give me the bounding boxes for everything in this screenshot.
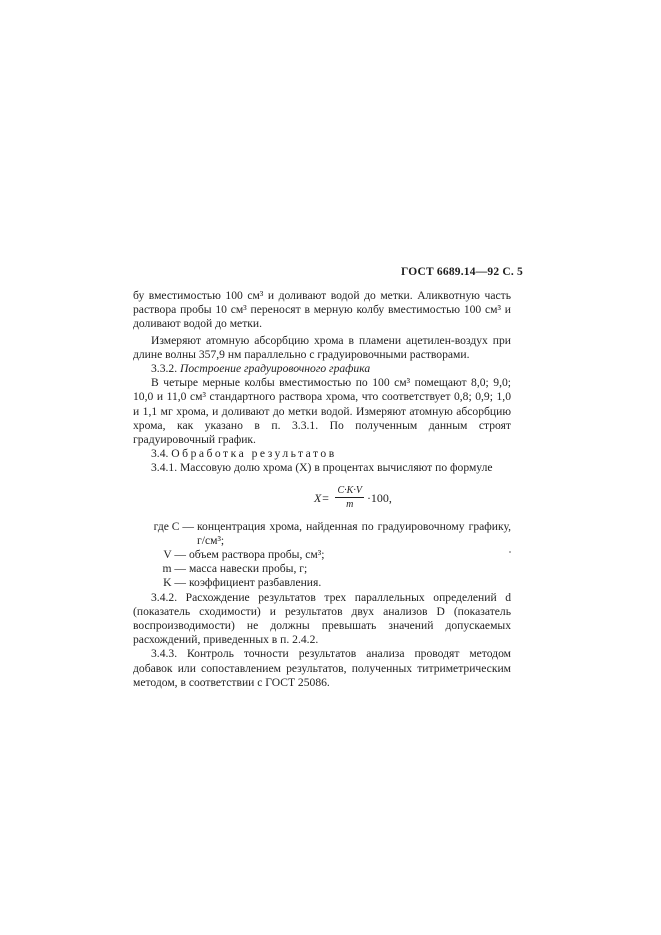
variable-definition: объем раствора пробы, см³; [189, 548, 325, 562]
variable-row [133, 576, 511, 590]
variable-definition: концентрация хрома, найденная по градуировочному графику, г/см³; [197, 519, 511, 547]
paragraph-discrepancy: 3.4.2. Расхождение результатов трех параллельных определений d (показатель сходимости) и результатов двух анализов D (показатель воспроизводимости) не должны превышать значений допускаемых расхождений, приведенных в п. 2.4.2. [133, 590, 511, 647]
formula [195, 478, 511, 518]
variable-symbol: V — [163, 548, 186, 562]
variable-symbol: где C — [153, 519, 194, 533]
variable-definition: коэффициент разбавления. [189, 576, 322, 590]
variable-row [133, 520, 511, 548]
section-heading-3-4 [133, 447, 511, 461]
formula-numerator: C·K·V [337, 485, 362, 497]
variable-symbol: K — [163, 576, 186, 590]
section-number: 3.3.2. [151, 362, 178, 376]
document-body [133, 289, 511, 690]
variable-definition: масса навески пробы, г; [189, 562, 308, 576]
formula-fraction [335, 484, 363, 511]
section-heading-3-3-2 [133, 362, 511, 376]
paragraph-accuracy-control: 3.4.3. Контроль точности результатов анализа проводят методом добавок или сопоставлением результатов, полученных титриметрическим методом, в соответствии с ГОСТ 25086. [133, 647, 511, 689]
paragraph-formula-intro: 3.4.1. Массовую долю хрома (X) в процентах вычисляют по формуле [151, 461, 493, 475]
section-title: Построение градуировочного графика [180, 362, 371, 376]
formula-rhs: ·100, [366, 490, 392, 505]
paragraph-measurement: Измеряют атомную абсорбцию хрома в пламени ацетилен-воздух при длине волны 357,9 нм параллельно с градуировочными растворами. [133, 333, 511, 361]
section-number: 3.4. [151, 447, 169, 461]
scan-speck [509, 551, 511, 553]
paragraph-continuation: бу вместимостью 100 см³ и доливают водой до метки. Аликвотную часть раствора пробы 10 см³ переносят в мерную колбу вместимостью 100 см³ и доливают водой до метки. [133, 289, 511, 331]
variable-row [133, 562, 511, 576]
section-title: Обработка результатов [171, 447, 337, 461]
formula-denominator: m [346, 499, 354, 511]
variable-symbol: m — [162, 562, 186, 576]
page-header: ГОСТ 6689.14—92 С. 5 [400, 266, 523, 278]
variable-row [133, 548, 511, 562]
formula-lhs: X= [314, 490, 330, 505]
paragraph-calibration: В четыре мерные колбы вместимостью по 100 см³ помещают 8,0; 9,0; 10,0 и 11,0 см³ стандартного раствора хрома, что соответствует 0,8; 0,9; 1,0 и 1,1 мг хрома, и доливают до метки водой. Измеряют атомную абсорбцию хрома, как указано в п. 3.3.1. По полученным данным строят градуировочный график. [133, 376, 511, 447]
variable-list [133, 520, 511, 591]
